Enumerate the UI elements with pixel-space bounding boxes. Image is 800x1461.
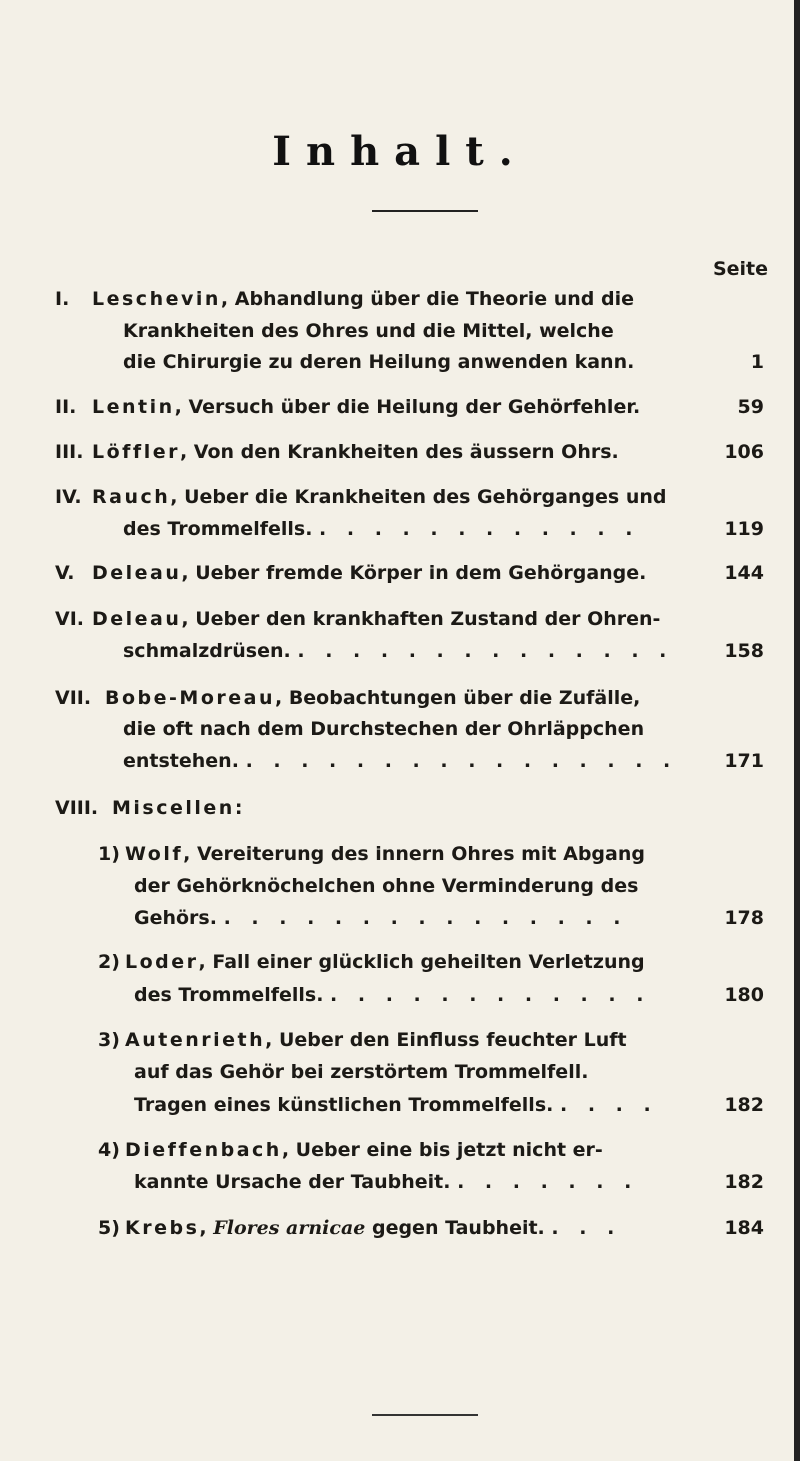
entry-title: , Ueber den Einfluss feuchter Luft: [265, 1029, 627, 1051]
entry-title: , Vereiterung des innern Ohres mit Abgang: [183, 843, 645, 865]
author-name: Leschevin: [92, 288, 221, 310]
entry-number: II.: [55, 396, 77, 418]
leader-dots: . . .: [551, 1217, 622, 1239]
entry-title-continuation: Krankheiten des Ohres und die Mittel, welche: [123, 320, 614, 342]
entry-title: , Ueber den krankhaften Zustand der Ohren-: [181, 608, 661, 630]
page-number: 184: [724, 1217, 764, 1239]
subentry-number: 2): [98, 951, 120, 973]
author-name: Bobe-Moreau: [105, 687, 275, 709]
entry-title-continuation: schmalzdrüsen.: [123, 640, 291, 662]
page-edge: [794, 0, 800, 1461]
italic-title: Flores arnicae: [213, 1217, 366, 1239]
page-number: 182: [724, 1171, 764, 1193]
entry-number: VII.: [55, 687, 92, 709]
page-number: 178: [724, 907, 764, 929]
author-name: Loder: [125, 951, 199, 973]
page-number: 182: [724, 1094, 764, 1116]
entry-title-continuation: die Chirurgie zu deren Heilung anwenden kann.: [123, 351, 635, 373]
page-number: 59: [737, 396, 764, 418]
section-colon: :: [234, 797, 243, 819]
page-number: 106: [724, 441, 764, 463]
entry-number: I.: [55, 288, 70, 310]
entry-number: V.: [55, 562, 75, 584]
leader-dots: . . . . . . . . . . . .: [330, 984, 651, 1006]
entry-title-continuation: Tragen eines künstlichen Trommelfells.: [134, 1094, 554, 1116]
leader-dots: . . . . . . .: [457, 1171, 639, 1193]
author-name: Deleau: [92, 562, 182, 584]
entry-title: gegen Taubheit.: [365, 1217, 545, 1239]
entry-number: VI.: [55, 608, 84, 630]
entry-title-continuation: entstehen.: [123, 750, 239, 772]
author-name: Krebs: [125, 1217, 200, 1239]
entry-title-continuation: die oft nach dem Durchstechen der Ohrläppchen: [123, 718, 645, 740]
author-name: Deleau: [92, 608, 182, 630]
author-name: Löffler: [92, 441, 180, 463]
page-number: 171: [724, 750, 764, 772]
entry-title: , Ueber die Krankheiten des Gehörganges und: [170, 486, 667, 508]
entry-title: , Fall einer glücklich geheilten Verletzung: [198, 951, 645, 973]
entry-title-continuation: kannte Ursache der Taubheit.: [134, 1171, 451, 1193]
subentry-number: 3): [98, 1029, 120, 1051]
author-name: Dieffenbach: [125, 1139, 282, 1161]
subentry-number: 5): [98, 1217, 120, 1239]
entry-title: , Versuch über die Heilung der Gehörfehler.: [174, 396, 641, 418]
author-name: Autenrieth: [125, 1029, 266, 1051]
page-number: 180: [724, 984, 764, 1006]
page-column-label: Seite: [712, 258, 768, 280]
leader-dots: . . . . . . . . . . . . . . . .: [245, 750, 678, 772]
subentry-number: 1): [98, 843, 120, 865]
entry-title: , Ueber fremde Körper in dem Gehörgange.: [181, 562, 647, 584]
entry-title-continuation: der Gehörknöchelchen ohne Verminderung des: [134, 875, 639, 897]
leader-dots: . . . .: [559, 1094, 658, 1116]
section-name: Miscellen: [112, 797, 235, 819]
page-number: 1: [750, 351, 764, 373]
entry-title-continuation: auf das Gehör bei zerstörtem Trommelfell.: [134, 1061, 589, 1083]
entry-number: IV.: [55, 486, 82, 508]
title-divider: [372, 210, 478, 212]
leader-dots: . . . . . . . . . . . . . . .: [223, 907, 628, 929]
page-title: Inhalt.: [272, 128, 528, 175]
page-number: 144: [724, 562, 764, 584]
entry-title-continuation: Gehörs.: [134, 907, 217, 929]
author-name: Lentin: [92, 396, 175, 418]
entry-title: , Beobachtungen über die Zufälle,: [274, 687, 641, 709]
separator: ,: [199, 1217, 214, 1239]
author-name: Wolf: [125, 843, 184, 865]
entry-number: III.: [55, 441, 84, 463]
leader-dots: . . . . . . . . . . . .: [319, 518, 640, 540]
entry-number: VIII.: [55, 797, 99, 819]
bottom-divider: [372, 1414, 478, 1416]
entry-title: , Von den Krankheiten des äussern Ohrs.: [179, 441, 619, 463]
page-number: 158: [724, 640, 764, 662]
subentry-number: 4): [98, 1139, 120, 1161]
entry-title-continuation: des Trommelfells.: [134, 984, 324, 1006]
entry-title: , Abhandlung über die Theorie und die: [220, 288, 634, 310]
author-name: Rauch: [92, 486, 171, 508]
page-number: 119: [724, 518, 764, 540]
entry-title: , Ueber eine bis jetzt nicht er-: [281, 1139, 603, 1161]
leader-dots: . . . . . . . . . . . . . .: [297, 640, 674, 662]
entry-title-continuation: des Trommelfells.: [123, 518, 313, 540]
